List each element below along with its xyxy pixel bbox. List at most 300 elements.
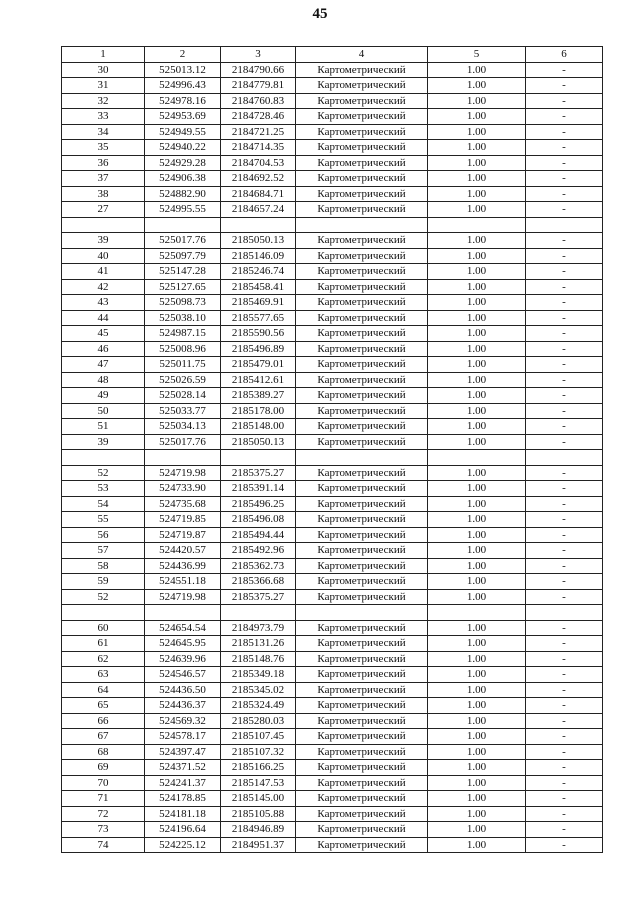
table-cell: - — [526, 357, 603, 373]
table-cell: - — [526, 760, 603, 776]
table-row — [62, 233, 603, 249]
table-cell: 1.00 — [428, 186, 526, 202]
table-cell: - — [526, 620, 603, 636]
table-cell: 1.00 — [428, 760, 526, 776]
table-cell: - — [526, 233, 603, 249]
table-cell: 2184951.37 — [221, 837, 296, 853]
table-row — [62, 326, 603, 342]
table-cell: 27 — [62, 202, 145, 218]
table-cell: 1.00 — [428, 558, 526, 574]
table-cell: 42 — [62, 279, 145, 295]
table-cell: 53 — [62, 481, 145, 497]
table-cell: 50 — [62, 403, 145, 419]
table-cell: 525033.77 — [145, 403, 221, 419]
table-cell: - — [526, 140, 603, 156]
table-row — [62, 93, 603, 109]
table-cell: - — [526, 744, 603, 760]
table-cell: 524906.38 — [145, 171, 221, 187]
table-cell: 38 — [62, 186, 145, 202]
table-cell: 73 — [62, 822, 145, 838]
table-cell: 47 — [62, 357, 145, 373]
table-cell: 524719.98 — [145, 465, 221, 481]
table-row — [62, 806, 603, 822]
table-cell: 31 — [62, 78, 145, 94]
table-cell: 1.00 — [428, 62, 526, 78]
table-cell: 2185107.32 — [221, 744, 296, 760]
table-cell: 2185107.45 — [221, 729, 296, 745]
table-cell: Картометрический — [296, 248, 428, 264]
table-cell: 52 — [62, 465, 145, 481]
table-cell: 63 — [62, 667, 145, 683]
table-row — [62, 527, 603, 543]
table-cell: Картометрический — [296, 124, 428, 140]
table-cell: 1.00 — [428, 372, 526, 388]
table-cell: 1.00 — [428, 667, 526, 683]
table-cell: Картометрический — [296, 574, 428, 590]
table-cell: Картометрический — [296, 109, 428, 125]
table-cell: 1.00 — [428, 837, 526, 853]
table-cell: 61 — [62, 636, 145, 652]
column-header: 1 — [62, 47, 145, 63]
table-cell: Картометрический — [296, 357, 428, 373]
table-cell: 2185375.27 — [221, 465, 296, 481]
table-body — [62, 62, 603, 853]
empty-cell — [221, 605, 296, 621]
table-row — [62, 744, 603, 760]
table-cell: 2184946.89 — [221, 822, 296, 838]
table-row — [62, 403, 603, 419]
table-row — [62, 822, 603, 838]
table-cell: 2184714.35 — [221, 140, 296, 156]
table-cell: - — [526, 465, 603, 481]
empty-cell — [62, 217, 145, 233]
table-cell: 2184684.71 — [221, 186, 296, 202]
table-cell: 2184704.53 — [221, 155, 296, 171]
table-cell: 524733.90 — [145, 481, 221, 497]
table-row — [62, 574, 603, 590]
table-row — [62, 264, 603, 280]
table-cell: 57 — [62, 543, 145, 559]
table-cell: 2185148.76 — [221, 651, 296, 667]
table-cell: - — [526, 713, 603, 729]
table-cell: Картометрический — [296, 264, 428, 280]
table-cell: 1.00 — [428, 481, 526, 497]
table-row — [62, 419, 603, 435]
table-cell: 524546.57 — [145, 667, 221, 683]
table-cell: 2185375.27 — [221, 589, 296, 605]
table-cell: 2185362.73 — [221, 558, 296, 574]
table-row — [62, 388, 603, 404]
table-cell: 1.00 — [428, 341, 526, 357]
table-row — [62, 186, 603, 202]
table-row — [62, 295, 603, 311]
table-cell: 66 — [62, 713, 145, 729]
table-cell: 1.00 — [428, 419, 526, 435]
empty-cell — [526, 217, 603, 233]
table-cell: - — [526, 651, 603, 667]
table-row — [62, 140, 603, 156]
table-cell: - — [526, 279, 603, 295]
table-cell: Картометрический — [296, 636, 428, 652]
table-cell: - — [526, 837, 603, 853]
table-cell: - — [526, 667, 603, 683]
column-header: 2 — [145, 47, 221, 63]
table-cell: - — [526, 512, 603, 528]
table-cell: - — [526, 326, 603, 342]
table-cell: Картометрический — [296, 837, 428, 853]
table-cell: 525013.12 — [145, 62, 221, 78]
table-cell: 524397.47 — [145, 744, 221, 760]
table-cell: - — [526, 496, 603, 512]
table-cell: 524735.68 — [145, 496, 221, 512]
table-cell: 1.00 — [428, 791, 526, 807]
table-cell: Картометрический — [296, 512, 428, 528]
table-cell: 2185389.27 — [221, 388, 296, 404]
table-cell: - — [526, 124, 603, 140]
table-row — [62, 682, 603, 698]
table-cell: 2184973.79 — [221, 620, 296, 636]
table-row — [62, 202, 603, 218]
table-cell: Картометрический — [296, 434, 428, 450]
table-cell: 2185280.03 — [221, 713, 296, 729]
table-cell: Картометрический — [296, 155, 428, 171]
table-cell: 52 — [62, 589, 145, 605]
empty-cell — [526, 450, 603, 466]
table-cell: 524196.64 — [145, 822, 221, 838]
table-cell: 2185412.61 — [221, 372, 296, 388]
table-cell: 59 — [62, 574, 145, 590]
table-cell: 1.00 — [428, 775, 526, 791]
table-cell: 1.00 — [428, 574, 526, 590]
table-cell: 40 — [62, 248, 145, 264]
table-cell: 524436.50 — [145, 682, 221, 698]
table-cell: 524578.17 — [145, 729, 221, 745]
table-cell: Картометрический — [296, 326, 428, 342]
table-cell: 1.00 — [428, 713, 526, 729]
table-cell: 2185050.13 — [221, 233, 296, 249]
table-cell: 2185479.01 — [221, 357, 296, 373]
table-cell: 2185178.00 — [221, 403, 296, 419]
table-cell: 65 — [62, 698, 145, 714]
table-cell: 58 — [62, 558, 145, 574]
group-separator-row — [62, 605, 603, 621]
table-cell: - — [526, 775, 603, 791]
table-cell: 524420.57 — [145, 543, 221, 559]
table-cell: 2185577.65 — [221, 310, 296, 326]
table-cell: 524371.52 — [145, 760, 221, 776]
table-cell: - — [526, 372, 603, 388]
table-row — [62, 62, 603, 78]
table-cell: Картометрический — [296, 310, 428, 326]
table-cell: Картометрический — [296, 667, 428, 683]
table-row — [62, 248, 603, 264]
table-cell: - — [526, 527, 603, 543]
table-cell: 1.00 — [428, 496, 526, 512]
table-cell: Картометрический — [296, 372, 428, 388]
table-cell: 1.00 — [428, 822, 526, 838]
table-cell: 30 — [62, 62, 145, 78]
table-cell: 1.00 — [428, 279, 526, 295]
table-row — [62, 620, 603, 636]
table-cell: 525038.10 — [145, 310, 221, 326]
table-cell: 68 — [62, 744, 145, 760]
table-cell: 1.00 — [428, 527, 526, 543]
table-cell: 1.00 — [428, 155, 526, 171]
table-cell: 51 — [62, 419, 145, 435]
table-cell: 2185324.49 — [221, 698, 296, 714]
table-cell: 524569.32 — [145, 713, 221, 729]
table-cell: 524654.54 — [145, 620, 221, 636]
table-cell: 39 — [62, 434, 145, 450]
table-cell: 524978.16 — [145, 93, 221, 109]
table-cell: 1.00 — [428, 465, 526, 481]
empty-cell — [145, 217, 221, 233]
table-cell: 2185131.26 — [221, 636, 296, 652]
table-cell: 524996.43 — [145, 78, 221, 94]
table-cell: 41 — [62, 264, 145, 280]
table-cell: 524940.22 — [145, 140, 221, 156]
table-cell: 525017.76 — [145, 434, 221, 450]
table-cell: 1.00 — [428, 295, 526, 311]
table-cell: 2185148.00 — [221, 419, 296, 435]
table-cell: 71 — [62, 791, 145, 807]
table-cell: 35 — [62, 140, 145, 156]
table-row — [62, 837, 603, 853]
table-cell: Картометрический — [296, 496, 428, 512]
table-cell: Картометрический — [296, 744, 428, 760]
empty-cell — [145, 450, 221, 466]
table-cell: 524436.99 — [145, 558, 221, 574]
table-cell: 2185146.09 — [221, 248, 296, 264]
table-cell: 2184692.52 — [221, 171, 296, 187]
coordinates-table — [61, 46, 603, 853]
table-cell: - — [526, 791, 603, 807]
table-cell: Картометрический — [296, 388, 428, 404]
table-cell: - — [526, 248, 603, 264]
table-cell: - — [526, 434, 603, 450]
table-cell: 525026.59 — [145, 372, 221, 388]
column-header: 4 — [296, 47, 428, 63]
table-cell: 1.00 — [428, 403, 526, 419]
table-cell: 1.00 — [428, 124, 526, 140]
empty-cell — [526, 605, 603, 621]
table-cell: Картометрический — [296, 233, 428, 249]
table-row — [62, 341, 603, 357]
table-cell: 525127.65 — [145, 279, 221, 295]
table-row — [62, 791, 603, 807]
table-row — [62, 481, 603, 497]
table-cell: 525147.28 — [145, 264, 221, 280]
table-cell: 33 — [62, 109, 145, 125]
table-cell: Картометрический — [296, 78, 428, 94]
empty-cell — [296, 217, 428, 233]
table-cell: Картометрический — [296, 403, 428, 419]
table-cell: Картометрический — [296, 341, 428, 357]
table-cell: - — [526, 558, 603, 574]
table-cell: 1.00 — [428, 109, 526, 125]
table-cell: 43 — [62, 295, 145, 311]
table-cell: 1.00 — [428, 729, 526, 745]
table-cell: 2185105.88 — [221, 806, 296, 822]
table-cell: - — [526, 589, 603, 605]
table-cell: Картометрический — [296, 713, 428, 729]
table-row — [62, 465, 603, 481]
table-row — [62, 713, 603, 729]
table-cell: 2185366.68 — [221, 574, 296, 590]
table-row — [62, 543, 603, 559]
table-cell: Картометрический — [296, 93, 428, 109]
table-cell: 1.00 — [428, 264, 526, 280]
table-cell: 36 — [62, 155, 145, 171]
table-cell: 2185391.14 — [221, 481, 296, 497]
empty-cell — [428, 605, 526, 621]
table-cell: 32 — [62, 93, 145, 109]
table-row — [62, 124, 603, 140]
table-cell: 2185494.44 — [221, 527, 296, 543]
table-cell: 1.00 — [428, 202, 526, 218]
table-cell: 2185469.91 — [221, 295, 296, 311]
table-cell: - — [526, 155, 603, 171]
column-header: 3 — [221, 47, 296, 63]
table-cell: 1.00 — [428, 651, 526, 667]
table-row — [62, 775, 603, 791]
table-cell: 64 — [62, 682, 145, 698]
group-separator-row — [62, 450, 603, 466]
table-cell: 524181.18 — [145, 806, 221, 822]
table-cell: Картометрический — [296, 186, 428, 202]
empty-cell — [296, 450, 428, 466]
table-cell: - — [526, 78, 603, 94]
table-cell: 2185147.53 — [221, 775, 296, 791]
table-row — [62, 698, 603, 714]
table-cell: 2185458.41 — [221, 279, 296, 295]
table-cell: - — [526, 295, 603, 311]
table-row — [62, 651, 603, 667]
table-cell: Картометрический — [296, 682, 428, 698]
empty-cell — [62, 450, 145, 466]
table-cell: 2184721.25 — [221, 124, 296, 140]
table-cell: 34 — [62, 124, 145, 140]
table-cell: 70 — [62, 775, 145, 791]
table-cell: Картометрический — [296, 806, 428, 822]
table-cell: Картометрический — [296, 295, 428, 311]
table-cell: Картометрический — [296, 822, 428, 838]
table-cell: Картометрический — [296, 775, 428, 791]
table-cell: Картометрический — [296, 171, 428, 187]
table-cell: 1.00 — [428, 589, 526, 605]
table-cell: 1.00 — [428, 434, 526, 450]
table-row — [62, 558, 603, 574]
table-cell: 44 — [62, 310, 145, 326]
table-cell: 1.00 — [428, 140, 526, 156]
table-cell: - — [526, 388, 603, 404]
table-cell: 37 — [62, 171, 145, 187]
table-cell: 72 — [62, 806, 145, 822]
table-cell: 524225.12 — [145, 837, 221, 853]
table-cell: 1.00 — [428, 682, 526, 698]
table-cell: 525028.14 — [145, 388, 221, 404]
table-cell: Картометрический — [296, 589, 428, 605]
table-cell: - — [526, 543, 603, 559]
table-row — [62, 589, 603, 605]
table-row — [62, 760, 603, 776]
table-cell: Картометрический — [296, 527, 428, 543]
table-cell: - — [526, 202, 603, 218]
table-cell: 1.00 — [428, 512, 526, 528]
table-cell: 1.00 — [428, 233, 526, 249]
table-cell: Картометрический — [296, 558, 428, 574]
empty-cell — [145, 605, 221, 621]
table-cell: Картометрический — [296, 791, 428, 807]
table-cell: 524241.37 — [145, 775, 221, 791]
table-row — [62, 434, 603, 450]
table-cell: 524436.37 — [145, 698, 221, 714]
table-row — [62, 310, 603, 326]
table-cell: - — [526, 62, 603, 78]
group-separator-row — [62, 217, 603, 233]
table-cell: 46 — [62, 341, 145, 357]
table-row — [62, 496, 603, 512]
table-cell: Картометрический — [296, 62, 428, 78]
table-row — [62, 155, 603, 171]
table-row — [62, 512, 603, 528]
table-cell: 524929.28 — [145, 155, 221, 171]
table-row — [62, 279, 603, 295]
table-cell: Картометрический — [296, 729, 428, 745]
table-cell: 39 — [62, 233, 145, 249]
table-cell: 2184779.81 — [221, 78, 296, 94]
table-cell: 2185349.18 — [221, 667, 296, 683]
table-cell: 1.00 — [428, 78, 526, 94]
table-cell: 2185345.02 — [221, 682, 296, 698]
table-cell: 2184728.46 — [221, 109, 296, 125]
table-cell: 60 — [62, 620, 145, 636]
table-cell: 524719.87 — [145, 527, 221, 543]
table-row — [62, 636, 603, 652]
table-cell: 49 — [62, 388, 145, 404]
table-cell: - — [526, 698, 603, 714]
column-header: 6 — [526, 47, 603, 63]
table-cell: 56 — [62, 527, 145, 543]
column-header: 5 — [428, 47, 526, 63]
table-cell: - — [526, 403, 603, 419]
table-cell: 525034.13 — [145, 419, 221, 435]
table-header-row — [62, 47, 603, 63]
table-cell: - — [526, 109, 603, 125]
table-cell: - — [526, 682, 603, 698]
table-cell: - — [526, 806, 603, 822]
empty-cell — [296, 605, 428, 621]
table-cell: - — [526, 341, 603, 357]
table-cell: - — [526, 264, 603, 280]
table-cell: 2185050.13 — [221, 434, 296, 450]
table-cell: 525011.75 — [145, 357, 221, 373]
table-cell: 2185496.25 — [221, 496, 296, 512]
table-cell: 48 — [62, 372, 145, 388]
table-cell: 2185492.96 — [221, 543, 296, 559]
table-cell: 524639.96 — [145, 651, 221, 667]
table-cell: 524987.15 — [145, 326, 221, 342]
table-cell: 2185496.89 — [221, 341, 296, 357]
table-cell: Картометрический — [296, 202, 428, 218]
empty-cell — [428, 217, 526, 233]
table-cell: 1.00 — [428, 93, 526, 109]
table-cell: 524645.95 — [145, 636, 221, 652]
table-cell: 1.00 — [428, 248, 526, 264]
table-cell: 2185590.56 — [221, 326, 296, 342]
table-row — [62, 109, 603, 125]
table-cell: 1.00 — [428, 326, 526, 342]
